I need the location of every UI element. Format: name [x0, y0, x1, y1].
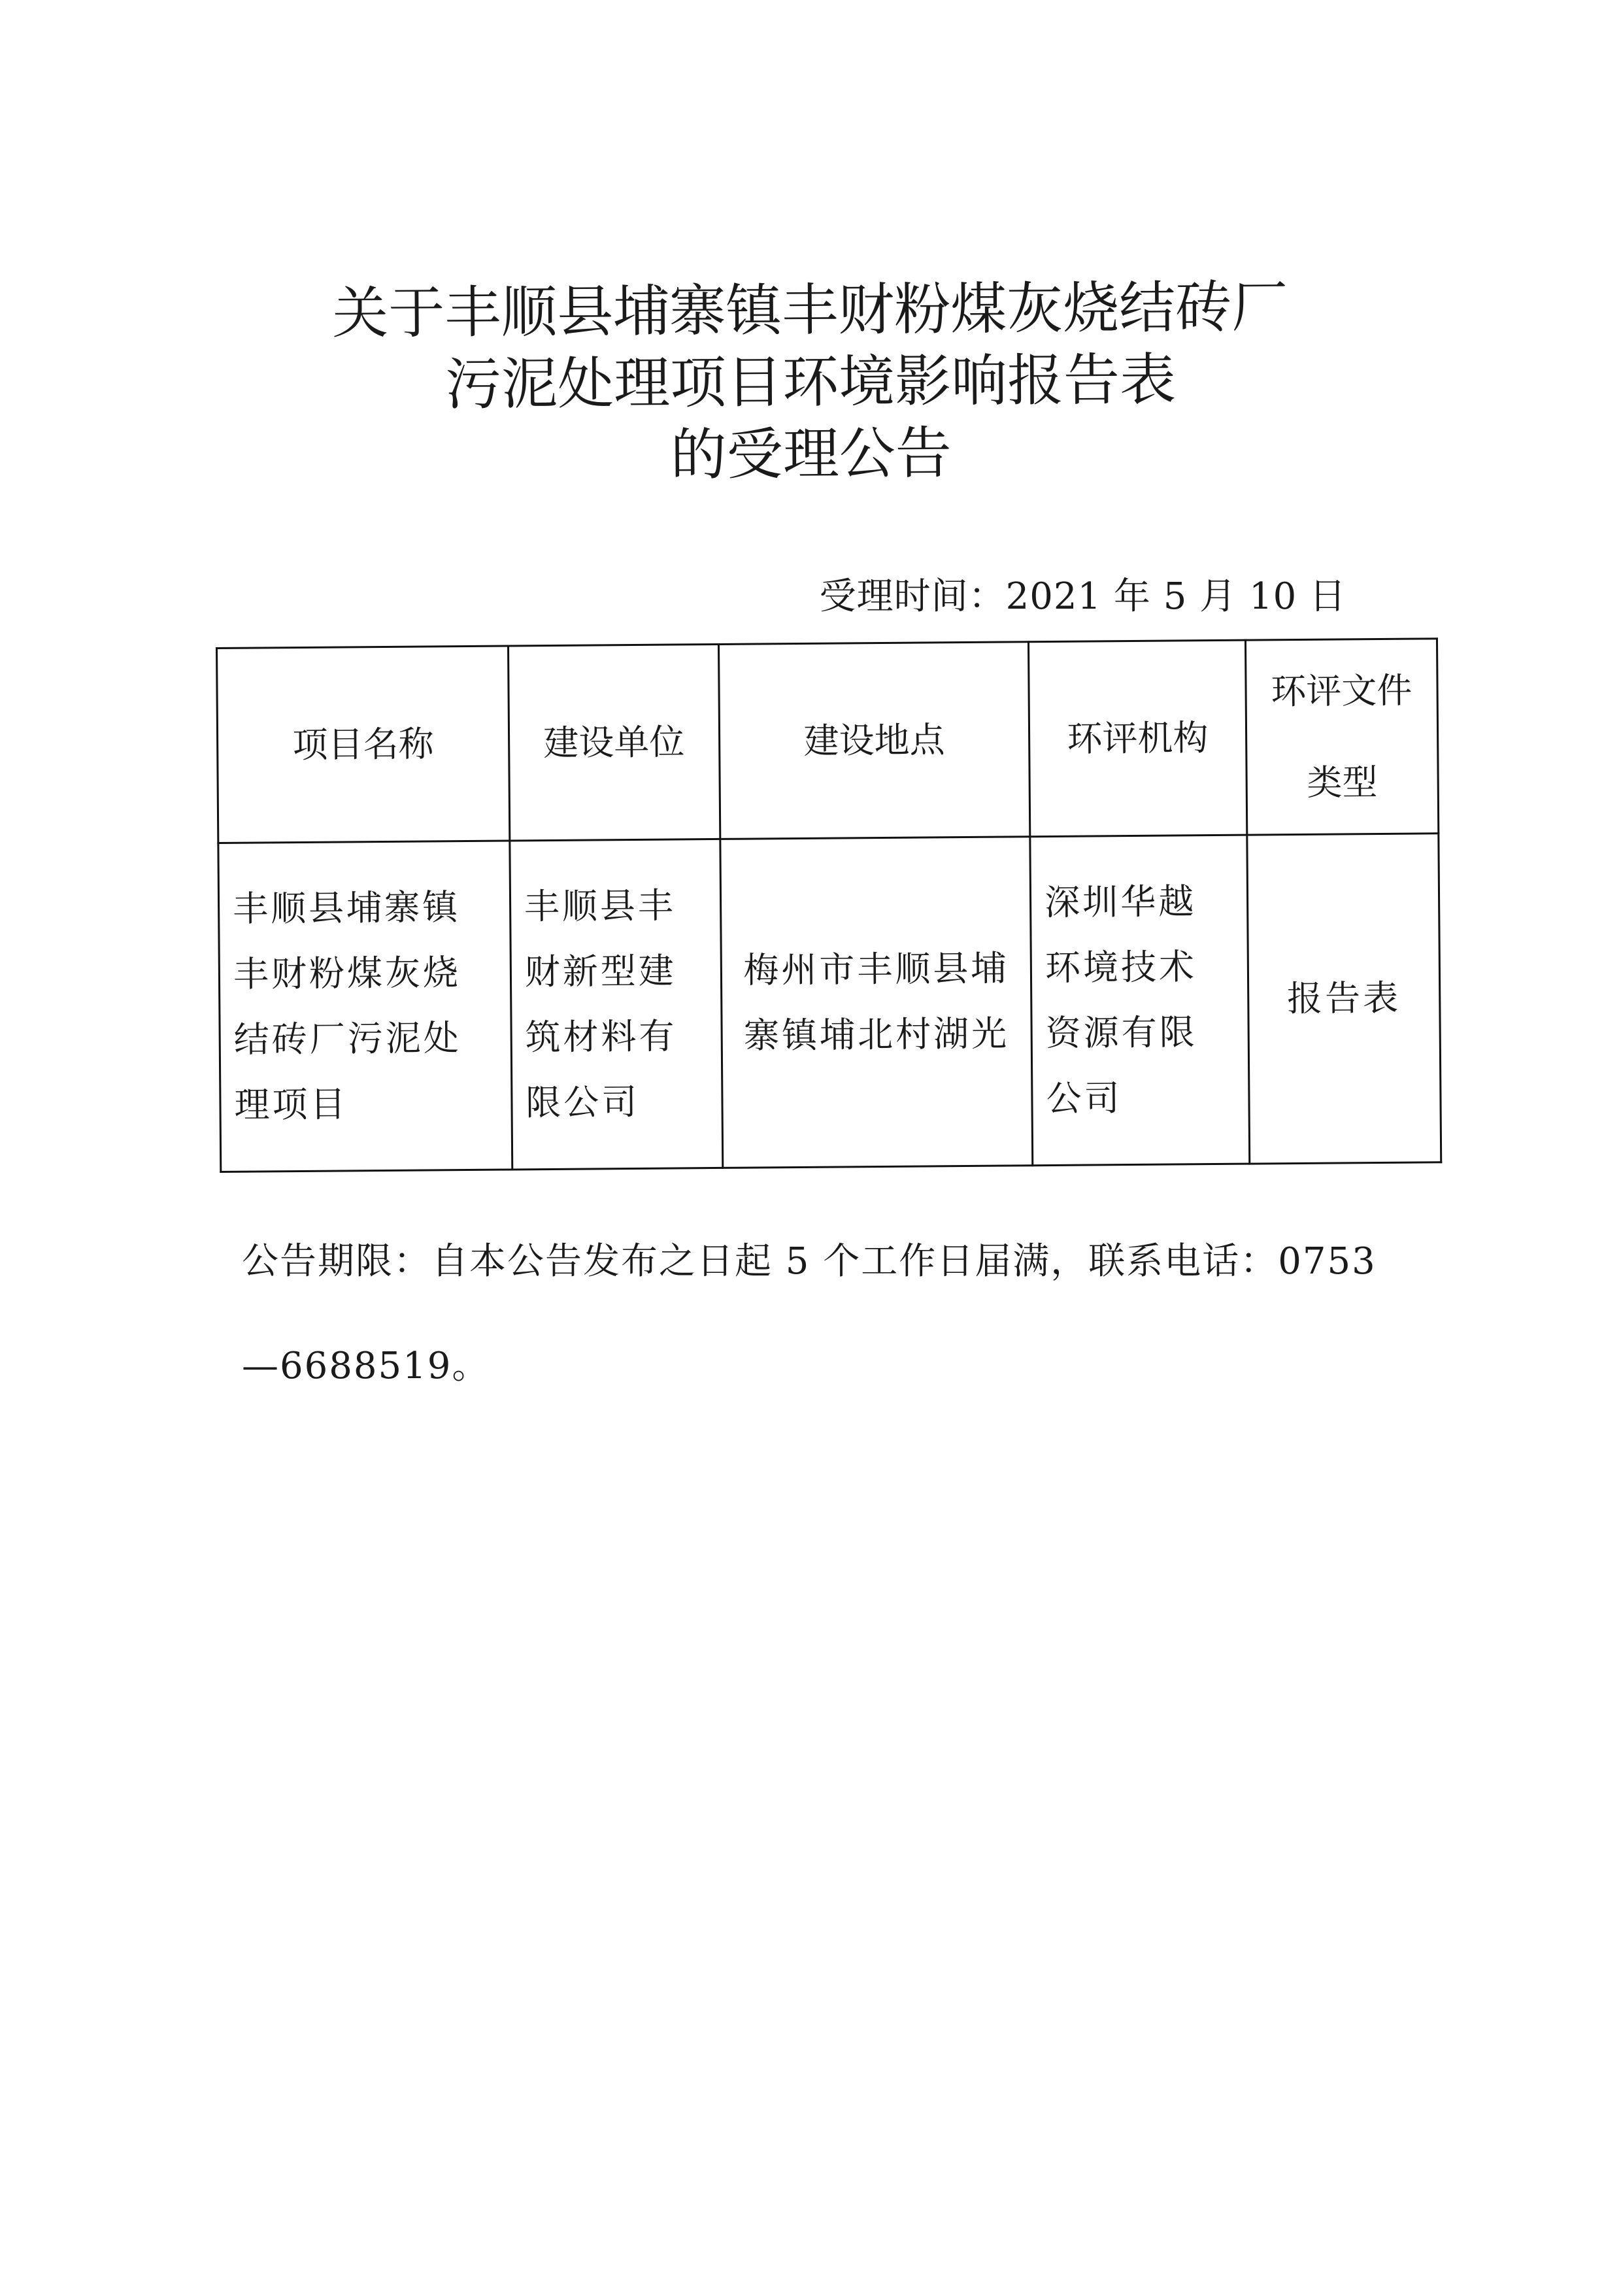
cell-builder: 丰顺县丰财新型建筑材料有限公司: [510, 839, 723, 1170]
header-eia-agency: 环评机构: [1029, 640, 1247, 837]
header-doc-type: 环评文件类型: [1245, 639, 1439, 835]
header-location: 建设地点: [718, 642, 1030, 839]
cell-eia-agency: 深圳华越环境技术资源有限公司: [1030, 835, 1249, 1166]
notice-table: [216, 637, 1442, 1173]
cell-location: 梅州市丰顺县埔寨镇埔北村湖光: [720, 837, 1033, 1168]
table-row: [218, 834, 1441, 1172]
title-line-3: 的受理公告: [670, 420, 952, 488]
title-line-2: 污泥处理项目环境影响报告表: [444, 347, 1177, 418]
table-header-row: [217, 639, 1439, 843]
header-builder: 建设单位: [508, 644, 720, 841]
cell-project-name: 丰顺县埔寨镇丰财粉煤灰烧结砖厂污泥处理项目: [218, 841, 512, 1172]
header-project-name: 项目名称: [217, 646, 510, 843]
notice-period: 公告期限：自本公告发布之日起 5 个工作日届满，联系电话：0753—6688519。: [242, 1240, 1377, 1387]
title-line-1: 关于丰顺县埔寨镇丰财粉煤灰烧结砖厂: [331, 274, 1288, 347]
cell-doc-type: 报告表: [1246, 834, 1441, 1164]
notice-title: [0, 269, 1621, 496]
accept-date: 受理时间：2021 年 5 月 10 日: [819, 575, 1346, 618]
